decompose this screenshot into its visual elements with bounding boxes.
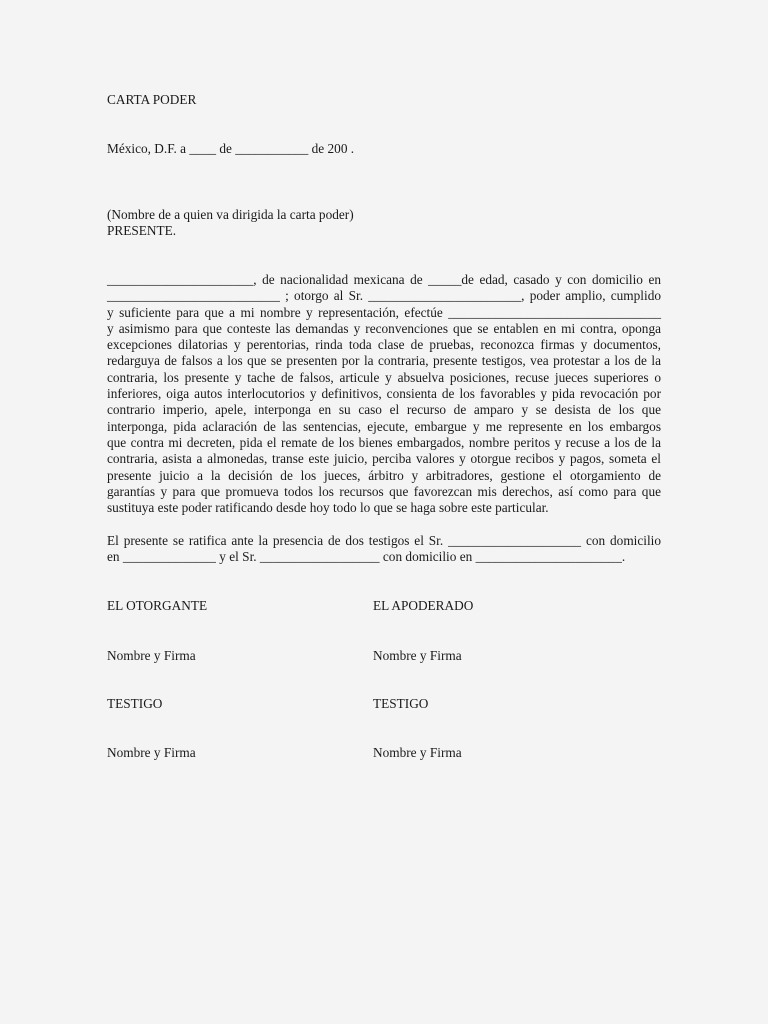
body-line: inferiores, oiga autos interlocutorios y definitivos, consienta de los favorables y pida revocación por bbox=[107, 386, 661, 402]
body-line: presente juicio a la decisión de los jueces, árbitro y arbitradores, gestione el otorgamiento de bbox=[107, 467, 661, 483]
body-line: ______________________, de nacionalidad mexicana de _____de edad, casado y con domicilio en bbox=[107, 272, 661, 287]
testigo-left-name-signature: Nombre y Firma bbox=[107, 745, 196, 760]
testigo-right-label: TESTIGO bbox=[373, 696, 429, 711]
witness-line: en ______________ y el Sr. __________________ con domicilio en ______________________. bbox=[107, 549, 626, 565]
body-line: __________________________ ; otorgo al Sr. _______________________, poder amplio, cumplido bbox=[107, 288, 661, 304]
body-line: interponga, pida aclaración de las sentencias, ejecute, embargue y me represente en los embargos bbox=[107, 418, 661, 434]
body-paragraph bbox=[107, 272, 661, 516]
witness-paragraph bbox=[107, 533, 661, 566]
apoderado-label: EL APODERADO bbox=[373, 598, 474, 613]
testigo-right-name-signature: Nombre y Firma bbox=[373, 745, 462, 760]
body-line: redarguya de falsos a los que se presenten por la contraria, presente testigos, vea protestar a los de la bbox=[107, 353, 661, 369]
document-title: CARTA PODER bbox=[107, 92, 197, 107]
body-line: contraria, los presente y tache de falsos, articule y absuelva posiciones, recuse jueces superiores o bbox=[107, 369, 661, 385]
otorgante-name-signature: Nombre y Firma bbox=[107, 648, 196, 663]
testigo-left-label: TESTIGO bbox=[107, 696, 163, 711]
body-line: garantías y para que promueva todos los recursos que favorezcan mis derechos, así como para que bbox=[107, 483, 661, 499]
body-line: excepciones dilatorias y perentorias, rinda toda clase de pruebas, reconozca firmas y documentos, bbox=[107, 337, 661, 353]
witness-line: El presente se ratifica ante la presencia de dos testigos el Sr. ____________________ con domicilio bbox=[107, 533, 661, 548]
otorgante-label: EL OTORGANTE bbox=[107, 598, 208, 613]
date-line: México, D.F. a ____ de ___________ de 200 . bbox=[107, 141, 355, 156]
body-line: y suficiente para que a mi nombre y representación, efectúe ________________________________ bbox=[107, 304, 661, 320]
body-line: y asimismo para que conteste las demandas y reconvenciones que se entablen en mi contra, oponga bbox=[107, 320, 661, 336]
body-line: sustituya este poder ratificando desde hoy todo lo que se haga sobre este particular. bbox=[107, 500, 549, 516]
salutation-line: PRESENTE. bbox=[107, 223, 177, 238]
apoderado-name-signature: Nombre y Firma bbox=[373, 648, 462, 663]
addressee-line: (Nombre de a quien va dirigida la carta poder) bbox=[107, 207, 354, 222]
body-line: contraria, asista a almonedas, transe este juicio, perciba valores y otorgue recibos y pagos, sometа el bbox=[107, 451, 661, 467]
body-line: contrario imperio, apele, interponga en su caso el recurso de amparo y se desista de los que bbox=[107, 402, 661, 418]
body-line: que contra mi decreten, pida el remate de los bienes embargados, nombre peritos y recuse a los de la bbox=[107, 434, 661, 450]
